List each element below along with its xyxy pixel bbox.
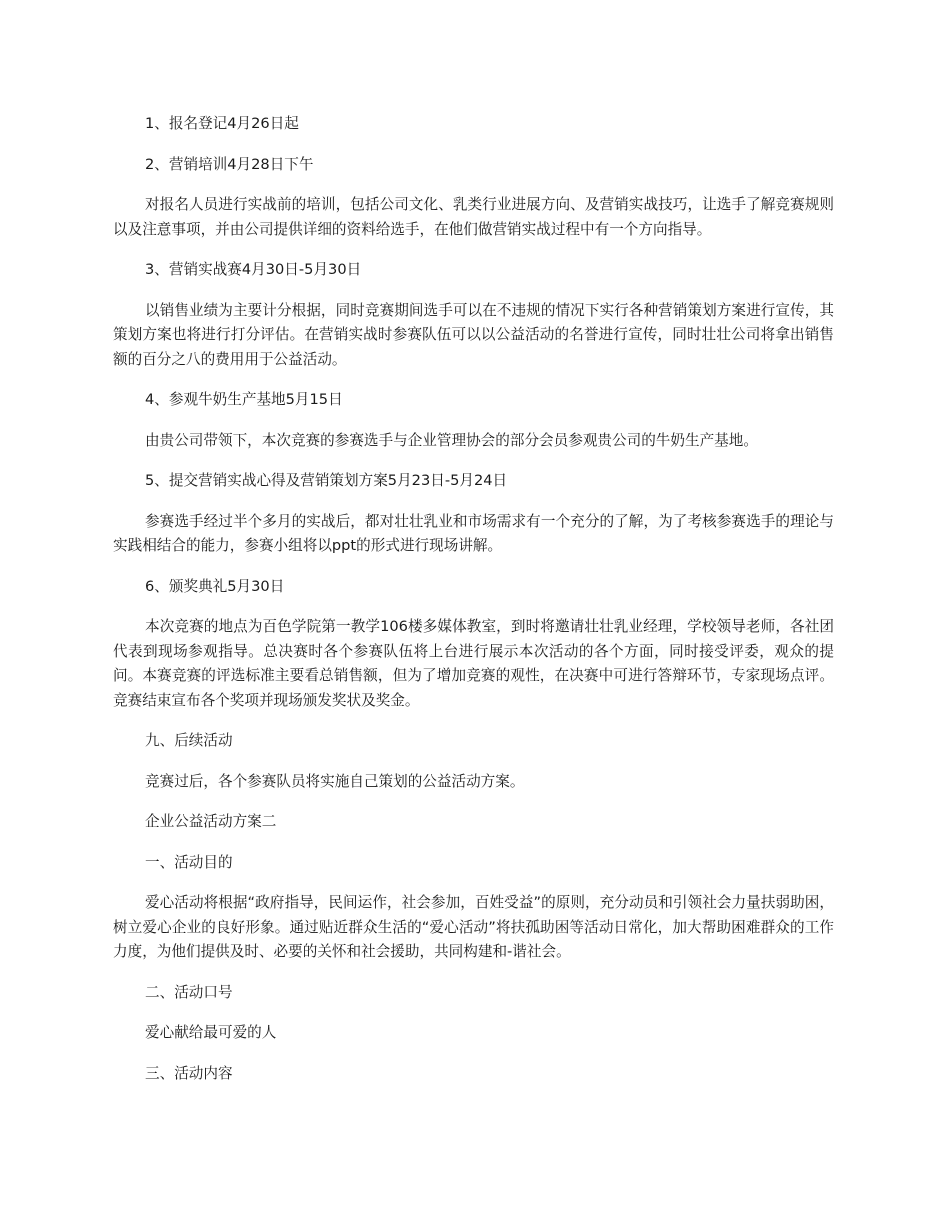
section-heading-purpose: 一、活动目的: [145, 853, 233, 871]
paragraph-contest-detail: 以销售业绩为主要计分根据，同时竞赛期间选手可以在不违规的情况下实行各种营销策划方案进行宣传，其策划方案也将进行打分评估。在营销实战时参赛队伍可以以公益活动的名誉进行宣传，同时壮壮公司将拿出销售额的百分之八的费用用于公益活动。: [113, 301, 834, 368]
section-heading-slogan: 二、活动口号: [145, 983, 233, 1001]
section-heading-content: 三、活动内容: [145, 1064, 233, 1082]
paragraph-purpose: 爱心活动将根据“政府指导，民间运作，社会参加，百姓受益”的原则，充分动员和引领社会力量扶弱助困，树立爱心企业的良好形象。通过贴近群众生活的“爱心活动”将扶孤助困等活动日常化，加大帮助困难群众的工作力度，为他们提供及时、必要的关怀和社会援助，共同构建和-谐社会。: [113, 894, 834, 960]
paragraph-visit-detail: 由贵公司带领下，本次竞赛的参赛选手与企业管理协会的部分会员参观贵公司的牛奶生产基地。: [145, 431, 758, 449]
list-item-award-ceremony: 6、颁奖典礼5月30日: [145, 577, 285, 595]
list-item-factory-visit: 4、参观牛奶生产基地5月15日: [145, 391, 343, 408]
list-item-registration: 1、报名登记4月26日起: [145, 115, 299, 132]
list-item-training: 2、营销培训4月28日下午: [145, 155, 314, 173]
list-item-sales-contest: 3、营销实战赛4月30日-5月30日: [145, 261, 362, 278]
paragraph-slogan: 爱心献给最可爱的人: [145, 1024, 277, 1041]
section-heading-follow-up: 九、后续活动: [145, 732, 233, 749]
paragraph-training-detail: 对报名人员进行实战前的培训，包括公司文化、乳类行业进展方向、及营销实战技巧，让选手了解竞赛规则以及注意事项，并由公司提供详细的资料给选手，在他们做营销实战过程中有一个方向指导。: [113, 196, 834, 238]
list-item-submit-plans: 5、提交营销实战心得及营销策划方案5月23日-5月24日: [145, 472, 508, 489]
paragraph-submit-detail: 参赛选手经过半个多月的实战后，都对壮壮乳业和市场需求有一个充分的了解，为了考核参赛选手的理论与实践相结合的能力，参赛小组将以ppt的形式进行现场讲解。: [113, 512, 834, 554]
paragraph-ceremony-detail: 本次竞赛的地点为百色学院第一教学106楼多媒体教室，到时将邀请壮壮乳业经理，学校领导老师，各社团代表到现场参观指导。总决赛时各个参赛队伍将上台进行展示本次活动的各个方面，同时接受评委，观众的提问。本赛竞赛的评选标准主要看总销售额，但为了增加竞赛的观性，在决赛中可进行答辩环节，专家现场点评。竞赛结束宣布各个奖项并现场颁发奖状及奖金。: [113, 618, 834, 709]
document-subtitle: 企业公益活动方案二: [145, 813, 277, 830]
paragraph-follow-up: 竞赛过后，各个参赛队员将实施自己策划的公益活动方案。: [145, 772, 525, 790]
